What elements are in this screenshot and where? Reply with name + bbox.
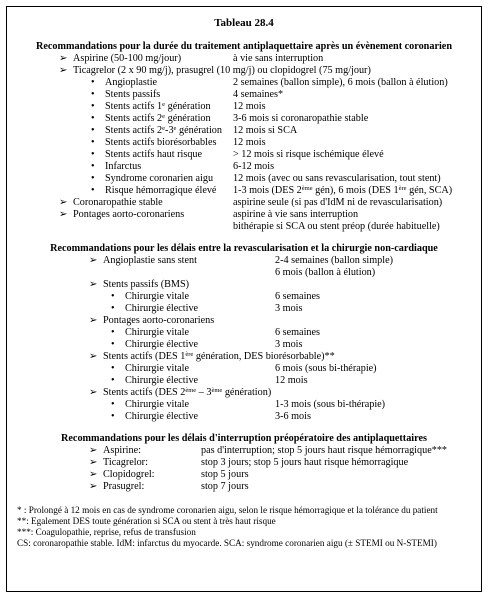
list-item — [7, 173, 481, 185]
value-text: pas d'interruption; stop 5 jours haut risque hémorragique*** — [201, 445, 448, 456]
row-value — [233, 185, 452, 197]
label-text: Stents passifs (BMS) — [103, 279, 190, 290]
row-value — [275, 255, 393, 267]
row-value — [233, 53, 323, 65]
bullet-icon: ➢ — [89, 279, 98, 290]
indent — [7, 221, 91, 233]
row-label — [105, 77, 233, 89]
row-label — [125, 303, 275, 315]
indent — [7, 149, 91, 161]
label-text: Ticagrelor: — [103, 457, 148, 468]
row-value — [275, 363, 377, 375]
row-label — [103, 457, 201, 469]
row-label — [73, 197, 233, 209]
row-label — [103, 315, 275, 327]
section2-list — [7, 255, 481, 423]
label-sup: e — [173, 125, 177, 132]
bullet-icon: ➢ — [89, 315, 98, 326]
row-label — [103, 387, 271, 399]
indent — [7, 387, 89, 399]
list-item — [7, 209, 481, 221]
bullet-icon: • — [91, 77, 95, 88]
bullet-icon: ➢ — [59, 209, 68, 220]
value-sup: ème — [301, 185, 313, 192]
value-sup: ère — [398, 185, 407, 192]
value-text: à vie sans interruption — [233, 53, 324, 64]
label-text: Coronaropathie stable — [73, 197, 163, 208]
label-text: Chirurgie vitale — [125, 399, 190, 410]
row-value — [233, 173, 441, 185]
label-text: -3 — [165, 125, 174, 136]
indent — [7, 65, 59, 77]
list-item — [7, 161, 481, 173]
label-sup: e — [162, 101, 166, 108]
label-text: Stents actifs 2 — [105, 113, 163, 124]
bullet-icon: • — [111, 327, 115, 338]
label-text: Chirurgie élective — [125, 411, 199, 422]
list-item — [7, 481, 481, 493]
row-label — [125, 267, 275, 279]
label-text: Clopidogrel: — [103, 469, 155, 480]
row-label — [125, 327, 275, 339]
row-value — [275, 303, 302, 315]
row-label — [105, 149, 233, 161]
row-label — [125, 399, 275, 411]
bullet-icon: ➢ — [89, 387, 98, 398]
bullet-icon: • — [111, 363, 115, 374]
row-value — [201, 457, 408, 469]
value-text: 12 mois — [275, 375, 308, 386]
value-text: 3-6 mois — [275, 411, 311, 422]
row-value — [233, 161, 274, 173]
list-item — [7, 291, 481, 303]
label-text: – 3 — [196, 387, 212, 398]
bullet-icon: • — [111, 399, 115, 410]
label-text: Stents actifs 2 — [105, 125, 163, 136]
indent — [7, 209, 59, 221]
row-label — [105, 161, 233, 173]
label-text: Stents actifs biorésorbables — [105, 137, 217, 148]
label-text: génération — [165, 101, 211, 112]
list-item — [7, 351, 481, 363]
indent — [7, 481, 89, 493]
list-item — [7, 267, 481, 279]
label-text: Chirurgie élective — [125, 339, 199, 350]
value-text: 6 mois (ballon à élution) — [275, 267, 376, 278]
row-label — [125, 375, 275, 387]
table-frame — [6, 6, 482, 592]
row-value — [233, 101, 266, 113]
bullet-icon: • — [91, 137, 95, 148]
section2-heading: Recommandations pour les délais entre la revascularisation et la chirurgie non-cardiaque — [50, 243, 438, 254]
value-text: 12 mois si SCA — [233, 125, 298, 136]
row-label — [73, 209, 233, 221]
label-text: Ticagrelor (2 x 90 mg/j), prasugrel (10 mg/j) ou clopidogrel (75 mg/jour) — [73, 65, 371, 76]
label-text: Angioplastie — [105, 77, 158, 88]
bullet-icon: • — [91, 149, 95, 160]
row-value — [233, 197, 442, 209]
value-text: 12 mois (avec ou sans revascularisation, tout stent) — [233, 173, 441, 184]
row-value — [233, 125, 297, 137]
section3-list — [7, 445, 481, 493]
row-value — [275, 375, 308, 387]
list-item — [7, 255, 481, 267]
indent — [7, 469, 89, 481]
bullet-icon: • — [111, 411, 115, 422]
row-value — [201, 469, 249, 481]
label-text: Chirurgie vitale — [125, 363, 190, 374]
list-item — [7, 303, 481, 315]
footnote: CS: coronaropathie stable. IdM: infarctus du myocarde. SCA: syndrome coronarien aigu (± STEMI ou N-STEMI) — [17, 538, 437, 548]
row-label — [103, 351, 335, 363]
bullet-icon: ➢ — [89, 445, 98, 456]
value-text: stop 5 jours — [201, 469, 249, 480]
bullet-icon: ➢ — [89, 351, 98, 362]
bullet-icon: ➢ — [59, 53, 68, 64]
row-value — [275, 327, 320, 339]
bullet-icon: ➢ — [89, 481, 98, 492]
row-value — [275, 339, 302, 351]
bullet-icon: • — [111, 375, 115, 386]
section3-heading: Recommandations pour les délais d'interruption préopératoire des antiplaquettaires — [61, 433, 427, 444]
row-label — [103, 445, 201, 457]
row-value — [233, 89, 283, 101]
section1-list — [7, 53, 481, 233]
value-text: 1-3 mois (sous bi-thérapie) — [275, 399, 386, 410]
indent — [7, 89, 91, 101]
row-label — [103, 469, 201, 481]
row-label — [103, 255, 275, 267]
row-value — [201, 445, 447, 457]
list-item — [7, 89, 481, 101]
list-item — [7, 53, 481, 65]
value-text: gén), 6 mois (DES 1 — [312, 185, 399, 196]
list-item — [7, 375, 481, 387]
bullet-icon: • — [91, 173, 95, 184]
bullet-icon: • — [111, 291, 115, 302]
section1-heading: Recommandations pour la durée du traitement antiplaquettaire après un évènement coronarien — [36, 41, 452, 52]
row-value — [233, 113, 368, 125]
label-text: Pontages aorto-coronariens — [103, 315, 215, 326]
row-label — [73, 53, 233, 65]
row-label — [105, 185, 233, 197]
footnotes — [7, 505, 481, 549]
label-text: Chirurgie vitale — [125, 327, 190, 338]
label-text: génération — [165, 113, 211, 124]
value-text: 2-4 semaines (ballon simple) — [275, 255, 393, 266]
value-text: 1-3 mois (DES 2 — [233, 185, 302, 196]
row-value — [275, 411, 311, 423]
indent — [7, 53, 59, 65]
label-text: Chirurgie élective — [125, 303, 199, 314]
row-value — [233, 209, 358, 221]
bullet-icon: • — [91, 89, 95, 100]
label-text: Chirurgie élective — [125, 375, 199, 386]
indent — [7, 327, 111, 339]
bullet-icon — [111, 267, 125, 279]
bullet-icon — [91, 221, 105, 233]
row-label — [73, 65, 371, 77]
row-label — [105, 173, 233, 185]
bullet-icon: ➢ — [59, 197, 68, 208]
label-text: Aspirine: — [103, 445, 141, 456]
value-text: 6 semaines — [275, 291, 320, 302]
list-item — [7, 185, 481, 197]
row-label — [103, 279, 275, 291]
bullet-icon: ➢ — [89, 457, 98, 468]
row-value — [275, 399, 385, 411]
label-text: Stents actifs (DES 1 — [103, 351, 186, 362]
indent — [7, 315, 89, 327]
label-text: Stents actifs (DES 2 — [103, 387, 186, 398]
row-label — [105, 113, 233, 125]
value-text: 6-12 mois — [233, 161, 275, 172]
indent — [7, 185, 91, 197]
label-text: Chirurgie vitale — [125, 291, 190, 302]
label-sup: ème — [185, 387, 197, 394]
row-value — [233, 77, 448, 89]
value-text: 4 semaines* — [233, 89, 284, 100]
bullet-icon: ➢ — [89, 469, 98, 480]
value-text: bithérapie si SCA ou stent préop (durée habituelle) — [233, 221, 440, 232]
indent — [7, 137, 91, 149]
bullet-icon: • — [91, 185, 95, 196]
row-value — [275, 267, 375, 279]
label-text: Stents passifs — [105, 89, 161, 100]
value-text: 3-6 mois si coronaropathie stable — [233, 113, 369, 124]
indent — [7, 399, 111, 411]
label-text: Aspirine (50-100 mg/jour) — [73, 53, 182, 64]
value-text: stop 7 jours — [201, 481, 249, 492]
list-item — [7, 363, 481, 375]
indent — [7, 457, 89, 469]
label-sup: e — [162, 125, 166, 132]
row-value — [233, 149, 384, 161]
label-text: Prasugrel: — [103, 481, 145, 492]
value-text: aspirine à vie sans interruption — [233, 209, 359, 220]
value-text: 3 mois — [275, 303, 303, 314]
list-item — [7, 221, 481, 233]
indent — [7, 267, 111, 279]
row-value — [233, 137, 266, 149]
label-text: génération) — [222, 387, 272, 398]
list-item — [7, 445, 481, 457]
row-label — [103, 481, 201, 493]
label-text: Syndrome coronarien aigu — [105, 173, 214, 184]
indent — [7, 411, 111, 423]
list-item — [7, 469, 481, 481]
label-text: Angioplastie sans stent — [103, 255, 197, 266]
footnote: ***: Coagulopathie, reprise, refus de transfusion — [17, 527, 196, 537]
table-title: Tableau 28.4 — [214, 17, 274, 29]
footnote: **: Egalement DES toute génération si SCA ou stent à très haut risque — [17, 516, 276, 526]
indent — [7, 255, 89, 267]
row-value — [201, 481, 249, 493]
list-item — [7, 197, 481, 209]
indent — [7, 125, 91, 137]
bullet-icon: • — [91, 101, 95, 112]
label-text: Risque hémorragique élevé — [105, 185, 217, 196]
indent — [7, 113, 91, 125]
row-label — [125, 339, 275, 351]
row-label — [105, 137, 233, 149]
list-item — [7, 457, 481, 469]
label-text: Pontages aorto-coronariens — [73, 209, 185, 220]
indent — [7, 291, 111, 303]
list-item — [7, 411, 481, 423]
bullet-icon: • — [91, 161, 95, 172]
list-item — [7, 279, 481, 291]
label-text: Infarctus — [105, 161, 142, 172]
indent — [7, 375, 111, 387]
label-text: génération, DES biorésorbable)** — [193, 351, 335, 362]
row-label — [105, 89, 233, 101]
row-value — [275, 291, 320, 303]
list-item — [7, 137, 481, 149]
indent — [7, 77, 91, 89]
bullet-icon: ➢ — [89, 255, 98, 266]
indent — [7, 303, 111, 315]
indent — [7, 445, 89, 457]
list-item — [7, 65, 481, 77]
row-value — [233, 221, 440, 233]
list-item — [7, 339, 481, 351]
value-text: 2 semaines (ballon simple), 6 mois (ballon à élution) — [233, 77, 448, 88]
value-text: 3 mois — [275, 339, 303, 350]
list-item — [7, 315, 481, 327]
list-item — [7, 101, 481, 113]
row-label — [125, 363, 275, 375]
list-item — [7, 399, 481, 411]
value-text: 6 semaines — [275, 327, 320, 338]
value-text: > 12 mois si risque ischémique élevé — [233, 149, 384, 160]
bullet-icon: ➢ — [59, 65, 68, 76]
label-sup: ème — [211, 387, 223, 394]
list-item — [7, 125, 481, 137]
list-item — [7, 77, 481, 89]
list-item — [7, 327, 481, 339]
label-text: génération — [176, 125, 222, 136]
row-label — [105, 125, 233, 137]
list-item — [7, 149, 481, 161]
bullet-icon: • — [91, 125, 95, 136]
value-text: gén, SCA) — [406, 185, 453, 196]
row-label — [105, 221, 233, 233]
value-text: 12 mois — [233, 101, 266, 112]
indent — [7, 173, 91, 185]
bullet-icon: • — [111, 339, 115, 350]
indent — [7, 101, 91, 113]
indent — [7, 279, 89, 291]
row-label — [125, 291, 275, 303]
indent — [7, 197, 59, 209]
row-label — [105, 101, 233, 113]
list-item — [7, 113, 481, 125]
list-item — [7, 387, 481, 399]
indent — [7, 161, 91, 173]
label-text: Stents actifs 1 — [105, 101, 163, 112]
bullet-icon: • — [111, 303, 115, 314]
bullet-icon: • — [91, 113, 95, 124]
value-text: 6 mois (sous bi-thérapie) — [275, 363, 377, 374]
label-text: Stents actifs haut risque — [105, 149, 203, 160]
indent — [7, 339, 111, 351]
indent — [7, 363, 111, 375]
indent — [7, 351, 89, 363]
footnote: * : Prolongé à 12 mois en cas de syndrome coronarien aigu, selon le risque hémorragique et la tolérance du patient — [17, 505, 438, 515]
value-text: aspirine seule (si pas d'IdM ni de revascularisation) — [233, 197, 443, 208]
label-sup: e — [162, 113, 166, 120]
row-label — [125, 411, 275, 423]
label-sup: ère — [185, 351, 194, 358]
value-text: stop 3 jours; stop 5 jours haut risque hémorragique — [201, 457, 409, 468]
value-text: 12 mois — [233, 137, 266, 148]
